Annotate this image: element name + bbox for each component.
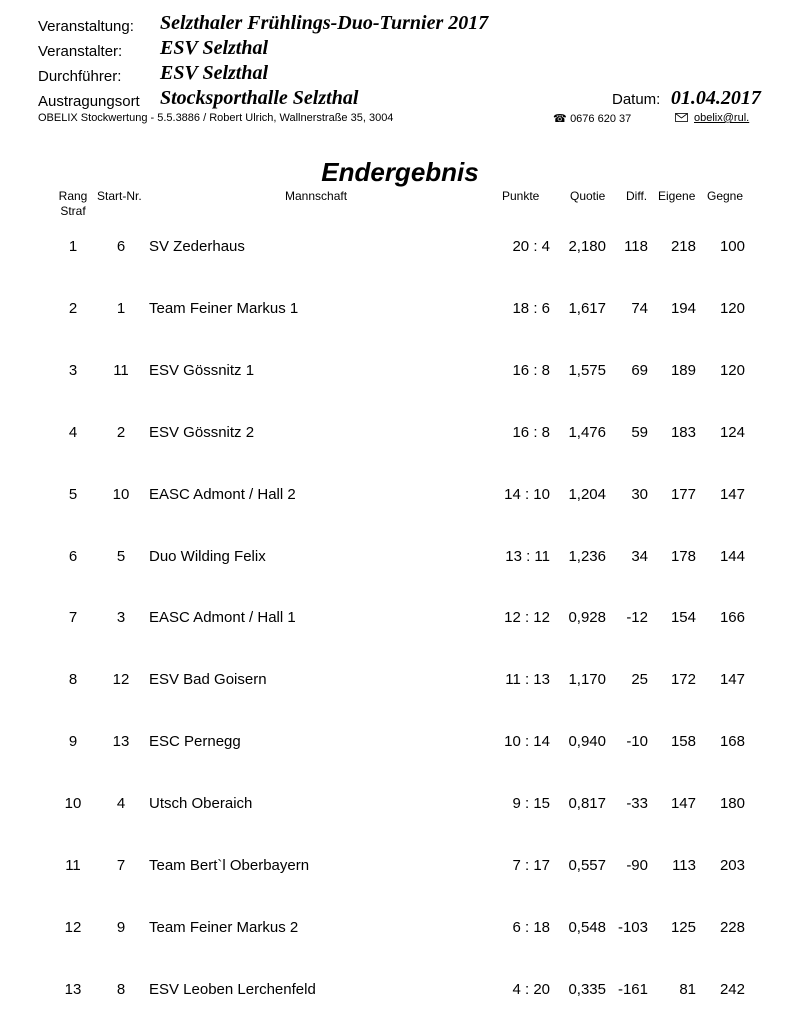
start-number-cell: 2 (116, 424, 126, 441)
quotient-cell: 0,548 (568, 919, 606, 936)
opponent-score-cell: 180 (719, 795, 745, 812)
rang-cell: 12 (64, 919, 82, 936)
start-number-cell: 10 (112, 486, 130, 503)
own-score-cell: 154 (670, 609, 696, 626)
header-straf: Straf (60, 204, 86, 218)
page-title: Endergebnis (321, 157, 479, 187)
opponent-score-cell: 166 (719, 609, 745, 626)
team-name-cell: Team Feiner Markus 2 (149, 919, 299, 936)
rang-cell: 1 (68, 238, 78, 255)
date-value: 01.04.2017 (670, 87, 761, 109)
quotient-cell: 0,940 (568, 733, 606, 750)
header-diff: Diff. (626, 189, 648, 203)
rang-cell: 10 (64, 795, 82, 812)
rang-cell: 4 (68, 424, 78, 441)
executor-value: ESV Selzthal (160, 62, 269, 84)
difference-cell: 59 (631, 424, 648, 441)
table-row (0, 424, 800, 444)
team-name-cell: ESV Bad Goisern (149, 671, 267, 688)
header-quotie: Quotie (570, 189, 606, 203)
header-eigene: Eigene (658, 189, 696, 203)
quotient-cell: 1,617 (568, 300, 606, 317)
opponent-score-cell: 242 (719, 981, 745, 998)
points-cell: 18 : 6 (512, 300, 550, 317)
table-row (0, 671, 800, 691)
start-number-cell: 6 (116, 238, 126, 255)
software-credit: OBELIX Stockwertung - 5.5.3886 / Robert Ulrich, Wallnerstraße 35, 3004 (38, 112, 394, 124)
event-name-label: Veranstaltung: (38, 18, 134, 35)
points-cell: 20 : 4 (512, 238, 550, 255)
own-score-cell: 147 (670, 795, 696, 812)
start-number-cell: 5 (116, 548, 126, 565)
rang-cell: 6 (68, 548, 78, 565)
opponent-score-cell: 147 (719, 671, 745, 688)
start-number-cell: 8 (116, 981, 126, 998)
start-number-cell: 7 (116, 857, 126, 874)
own-score-cell: 194 (670, 300, 696, 317)
team-name-cell: SV Zederhaus (149, 238, 245, 255)
table-row (0, 981, 800, 1001)
difference-cell: -12 (626, 609, 648, 626)
points-cell: 10 : 14 (504, 733, 550, 750)
header-punkte: Punkte (502, 189, 540, 203)
points-cell: 16 : 8 (512, 362, 550, 379)
points-cell: 16 : 8 (512, 424, 550, 441)
own-score-cell: 218 (670, 238, 696, 255)
own-score-cell: 178 (670, 548, 696, 565)
quotient-cell: 0,928 (568, 609, 606, 626)
team-name-cell: ESC Pernegg (149, 733, 241, 750)
difference-cell: -33 (626, 795, 648, 812)
points-cell: 6 : 18 (512, 919, 550, 936)
own-score-cell: 183 (670, 424, 696, 441)
start-number-cell: 9 (116, 919, 126, 936)
quotient-cell: 2,180 (568, 238, 606, 255)
difference-cell: 74 (631, 300, 648, 317)
start-number-cell: 11 (113, 362, 129, 379)
table-row (0, 300, 800, 320)
header-rang: Rang (58, 189, 88, 203)
difference-cell: 34 (631, 548, 648, 565)
team-name-cell: EASC Admont / Hall 1 (149, 609, 296, 626)
points-cell: 14 : 10 (504, 486, 550, 503)
opponent-score-cell: 203 (719, 857, 745, 874)
opponent-score-cell: 120 (719, 300, 745, 317)
opponent-score-cell: 168 (719, 733, 745, 750)
table-row (0, 548, 800, 568)
table-row (0, 609, 800, 629)
opponent-score-cell: 124 (719, 424, 745, 441)
table-row (0, 919, 800, 939)
phone-contact (553, 112, 631, 125)
rang-cell: 11 (65, 857, 81, 874)
header-team: Mannschaft (285, 189, 348, 203)
difference-cell: 118 (624, 238, 648, 255)
points-cell: 4 : 20 (512, 981, 550, 998)
points-cell: 9 : 15 (512, 795, 550, 812)
rang-cell: 9 (68, 733, 78, 750)
table-row (0, 486, 800, 506)
own-score-cell: 172 (670, 671, 696, 688)
opponent-score-cell: 100 (719, 238, 745, 255)
team-name-cell: Team Feiner Markus 1 (149, 300, 299, 317)
mail-icon (675, 113, 688, 125)
quotient-cell: 0,335 (568, 981, 606, 998)
start-number-cell: 13 (112, 733, 130, 750)
table-row (0, 362, 800, 382)
points-cell: 11 : 13 (505, 671, 550, 688)
difference-cell: -90 (626, 857, 648, 874)
difference-cell: -10 (626, 733, 648, 750)
email-contact (675, 112, 749, 125)
email-link[interactable]: obelix@rul. (694, 112, 750, 124)
own-score-cell: 158 (670, 733, 696, 750)
quotient-cell: 0,557 (568, 857, 606, 874)
difference-cell: 25 (631, 671, 648, 688)
date-block (612, 87, 761, 110)
start-number-cell: 3 (116, 609, 126, 626)
phone-number: 0676 620 37 (570, 113, 632, 125)
quotient-cell: 0,817 (568, 795, 606, 812)
table-row (0, 857, 800, 877)
rang-cell: 13 (64, 981, 82, 998)
start-number-cell: 1 (116, 300, 126, 317)
difference-cell: 69 (631, 362, 648, 379)
organizer-label: Veranstalter: (38, 43, 123, 60)
venue-value: Stocksporthalle Selzthal (160, 87, 359, 109)
table-row (0, 733, 800, 753)
points-cell: 13 : 11 (505, 548, 550, 565)
quotient-cell: 1,575 (568, 362, 606, 379)
opponent-score-cell: 120 (719, 362, 745, 379)
opponent-score-cell: 228 (719, 919, 745, 936)
opponent-score-cell: 144 (719, 548, 745, 565)
difference-cell: -161 (617, 981, 648, 998)
organizer-value: ESV Selzthal (160, 37, 269, 59)
rang-cell: 7 (68, 609, 78, 626)
phone-icon: ☎ (553, 113, 567, 125)
team-name-cell: ESV Gössnitz 2 (149, 424, 255, 441)
rang-cell: 2 (68, 300, 78, 317)
header-gegne: Gegne (707, 189, 744, 203)
opponent-score-cell: 147 (719, 486, 745, 503)
quotient-cell: 1,170 (568, 671, 606, 688)
own-score-cell: 125 (670, 919, 696, 936)
table-row (0, 795, 800, 815)
points-cell: 7 : 17 (512, 857, 550, 874)
own-score-cell: 177 (670, 486, 696, 503)
start-number-cell: 4 (116, 795, 126, 812)
table-row (0, 238, 800, 258)
rang-cell: 5 (68, 486, 78, 503)
own-score-cell: 113 (672, 857, 696, 874)
date-label: Datum: (612, 91, 661, 108)
event-name-value: Selzthaler Frühlings-Duo-Turnier 2017 (160, 12, 489, 34)
rang-cell: 8 (68, 671, 78, 688)
own-score-cell: 81 (679, 981, 696, 998)
difference-cell: 30 (631, 486, 648, 503)
points-cell: 12 : 12 (504, 609, 550, 626)
header-start: Start-Nr. (97, 189, 142, 203)
team-name-cell: Utsch Oberaich (149, 795, 253, 812)
team-name-cell: ESV Gössnitz 1 (149, 362, 255, 379)
quotient-cell: 1,236 (568, 548, 606, 565)
team-name-cell: EASC Admont / Hall 2 (149, 486, 296, 503)
venue-label: Austragungsort (38, 93, 140, 110)
executor-label: Durchführer: (38, 68, 122, 85)
difference-cell: -103 (617, 919, 648, 936)
team-name-cell: ESV Leoben Lerchenfeld (149, 981, 316, 998)
start-number-cell: 12 (112, 671, 130, 688)
quotient-cell: 1,204 (568, 486, 606, 503)
quotient-cell: 1,476 (568, 424, 606, 441)
header-rang-straf (57, 189, 89, 219)
team-name-cell: Team Bert`l Oberbayern (149, 857, 310, 874)
own-score-cell: 189 (670, 362, 696, 379)
team-name-cell: Duo Wilding Felix (149, 548, 266, 565)
rang-cell: 3 (68, 362, 78, 379)
